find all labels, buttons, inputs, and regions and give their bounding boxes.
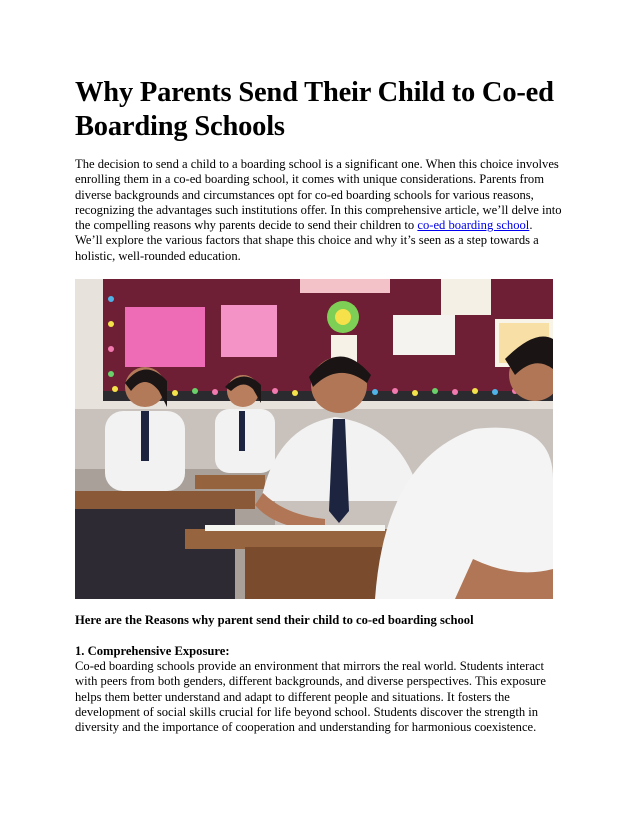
section-body: Co-ed boarding schools provide an environment that mirrors the real world. Students interact with peers from both genders, different backgrounds, and diverse perspectives. This exposure helps them better understand and adapt to different people and situations. It fosters the development of social skills crucial for life beyond school. Students discover the strength in diversity and the importance of cooperation and understanding for harmonious coexistence. bbox=[75, 659, 546, 735]
section-title: 1. Comprehensive Exposure: bbox=[75, 644, 230, 659]
article-title: Why Parents Send Their Child to Co-ed Boarding Schools bbox=[75, 77, 554, 142]
intro-text-end: . We’ll explore the various factors that shape this choice and why it’s seen as a step towards a holistic, well-rounded education. bbox=[75, 218, 539, 263]
co-ed-boarding-school-link[interactable]: co-ed boarding school bbox=[417, 218, 530, 233]
intro-paragraph bbox=[75, 157, 563, 264]
classroom-photo bbox=[75, 279, 553, 599]
reasons-heading: Here are the Reasons why parent send their child to co-ed boarding school bbox=[75, 613, 474, 628]
document-page bbox=[75, 76, 563, 736]
intro-text-start: The decision to send a child to a boarding school is a significant one. When this choice involves enrolling them in a co-ed boarding school, it comes with unique considerations. Parents from diverse backgrounds and circumstances opt for co-ed boarding schools for various reasons, recognizing the advantages such institutions offer. In this comprehensive article, we’ll delve into the compelling reasons why parents decide to send their children to bbox=[75, 157, 562, 233]
